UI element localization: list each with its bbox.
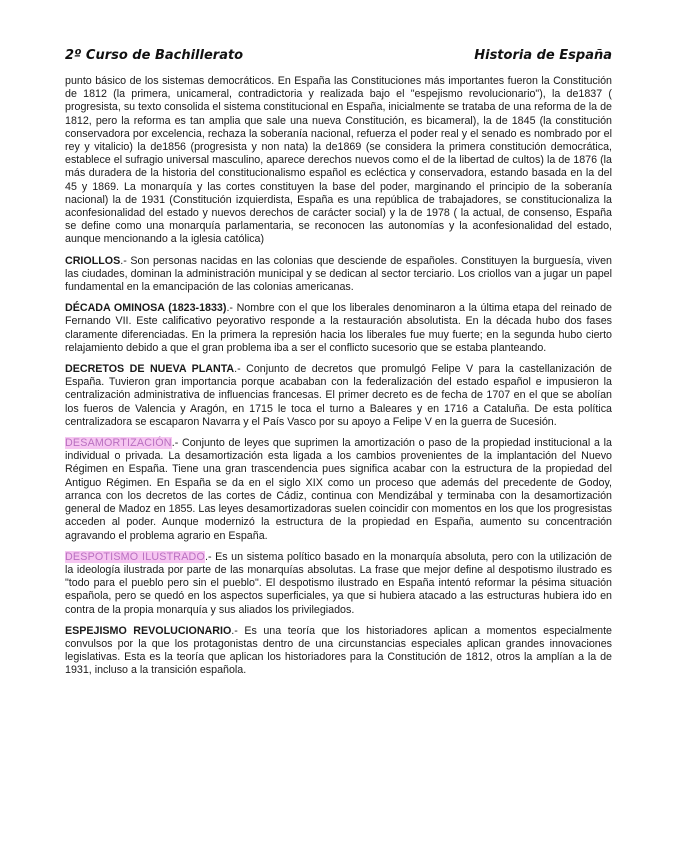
entry-definition: .- Es un sistema político basado en la monarquía absoluta, pero con la utilización de la ideología ilustrada por parte de las monarquías absolutas. La frase que mejor define al despotismo ilustrado es "todo para el pueblo pero sin el pueblo". El despotismo ilustrado en España intentó reformar la pésima situación española, pero se quedó en los aspectos superficiales, ya que si hubiera atacado a las estructuras hubiera ido en contra de la propia monarquía y sus aliados los privilegiados. <box>65 550 612 616</box>
entry-criollos <box>65 255 612 295</box>
entry-despotismo-ilustrado <box>65 551 612 617</box>
entry-definition: .- Nombre con el que los liberales denominaron a la última etapa del reinado de Fernando VII. Este calificativo peyorativo responde a la restauración absolutista. En la década hubo dos fases claramente diferenciadas. En la primera la represión hacia los liberales fue muy fuerte; en la segunda hubo cierto relajamiento debido a que el gran problema iba a ser el conflicto sucesorio que se estaba planteando. <box>65 302 612 354</box>
entry-term: DÉCADA OMINOSA (1823-1833) <box>65 302 227 315</box>
subject-title: Historia de España <box>474 48 612 63</box>
entry-term: CRIOLLOS <box>65 254 121 267</box>
intro-paragraph: punto básico de los sistemas democráticos. En España las Constituciones más importantes fueron la Constitución de 1812 (la primera, unicameral, contradictoria y realizada bajo el "espejismo revolucionario"), la de1837 ( progresista, su texto consolida el sistema constitucional en España, inicialmente se trataba de una reforma de la de 1812, pero la reforma es tan amplia que sale una nueva Constitución, es bicameral), la de 1845 (la constitución conservadora por excelencia, rechaza la soberanía nacional, refuerza el poder real y el senado es nombrado por el rey y vitalicio) la de1856 (progresista y non nata) la de1869 (se considera la primera constitución democrática, establece el sufragio universal masculino, aparece derechos nuevos como el de la libertad de cultos) la de 1876 (la más duradera de la historia del constitucionalismo español es ecléctica y conservadora, estando basada en la del 45 y 1869. La monarquía y las cortes constituyen la base del poder, marginando el principio de la soberanía nacional) la de 1931 (Constitución izquierdista, España es una república de trabajadores, se constitucionaliza la aconfesionalidad del estado y nuevos derechos de carácter social) y la de 1978 ( la actual, de consenso, España se define como una monarquía parlamentaria, se reconocen las autonomías y la aconfesionalidad del estado, aunque mencionando a la iglesia católica) <box>65 75 612 246</box>
course-title: 2º Curso de Bachillerato <box>65 48 244 63</box>
highlighted-entry-term: DESPOTISMO ILUSTRADO <box>65 550 205 563</box>
entry-term: DECRETOS DE NUEVA PLANTA <box>65 363 235 376</box>
entry-definition: .- Es una teoría que los historiadores aplican a momentos especialmente convulsos por la que los protagonistas dentro de una circunstancias especiales aplican grandes innovaciones legislativas. Esta es la teoría que aplican los historiadores para la Constitución de 1812, otros la amplían a la de 1931, incluso a la transición española. <box>65 624 612 677</box>
entry-definition: .- Conjunto de decretos que promulgó Felipe V para la castellanización de España. Tuvieron gran importancia porque acababan con la federalización del estado español e impusieron la centralización administrativa de influencias francesas. El primer decreto es de fecha de 1707 en el que se abolían los fueros de Valencia y Aragón, en 1715 le toca el turno a Baleares y en 1716 a Cataluña. De esta política centralizadora se escaparon Navarra y el País Vasco por su apoyo a Felipe V en la guerra de Sucesión. <box>65 363 612 428</box>
page-header <box>65 48 612 63</box>
entry-decretos-nueva-planta <box>65 363 612 429</box>
highlighted-entry-term: DESAMORTIZACIÓN <box>65 437 172 450</box>
entry-decada-ominosa <box>65 302 612 355</box>
entry-term: ESPEJISMO REVOLUCIONARIO <box>65 624 232 637</box>
entry-desamortizacion <box>65 437 612 543</box>
entry-espejismo-revolucionario <box>65 625 612 678</box>
entry-definition: .- Son personas nacidas en las colonias que desciende de españoles. Constituyen la burguesía, viven las ciudades, dominan la administración municipal y se dedican al sector terciario. Los criollos van a jugar un papel fundamental en la emancipación de las colonias americanas. <box>65 254 612 294</box>
entry-definition: .- Conjunto de leyes que suprimen la amortización o paso de la propiedad institucional a la individual o privada. La desamortización esta ligada a los cambios provenientes de la implantación del Nuevo Régimen en España. Tiene una gran trascendencia pues significa acabar con la estructura de la propiedad del Antiguo Régimen. En España se da en el siglo XIX como un proceso que además del precedente de Godoy, arranca con los decretos de las cortes de Cádiz, continua con Mendizábal y terminaba con la desamortización general de Madoz en 1855. Las leyes desamortizadoras suelen coincidir con momentos en los que los progresistas acceden al poder. Aunque modernizó la estructura de la propiedad en España, aumento su concentración agravando el problema agrario en España. <box>65 437 612 542</box>
